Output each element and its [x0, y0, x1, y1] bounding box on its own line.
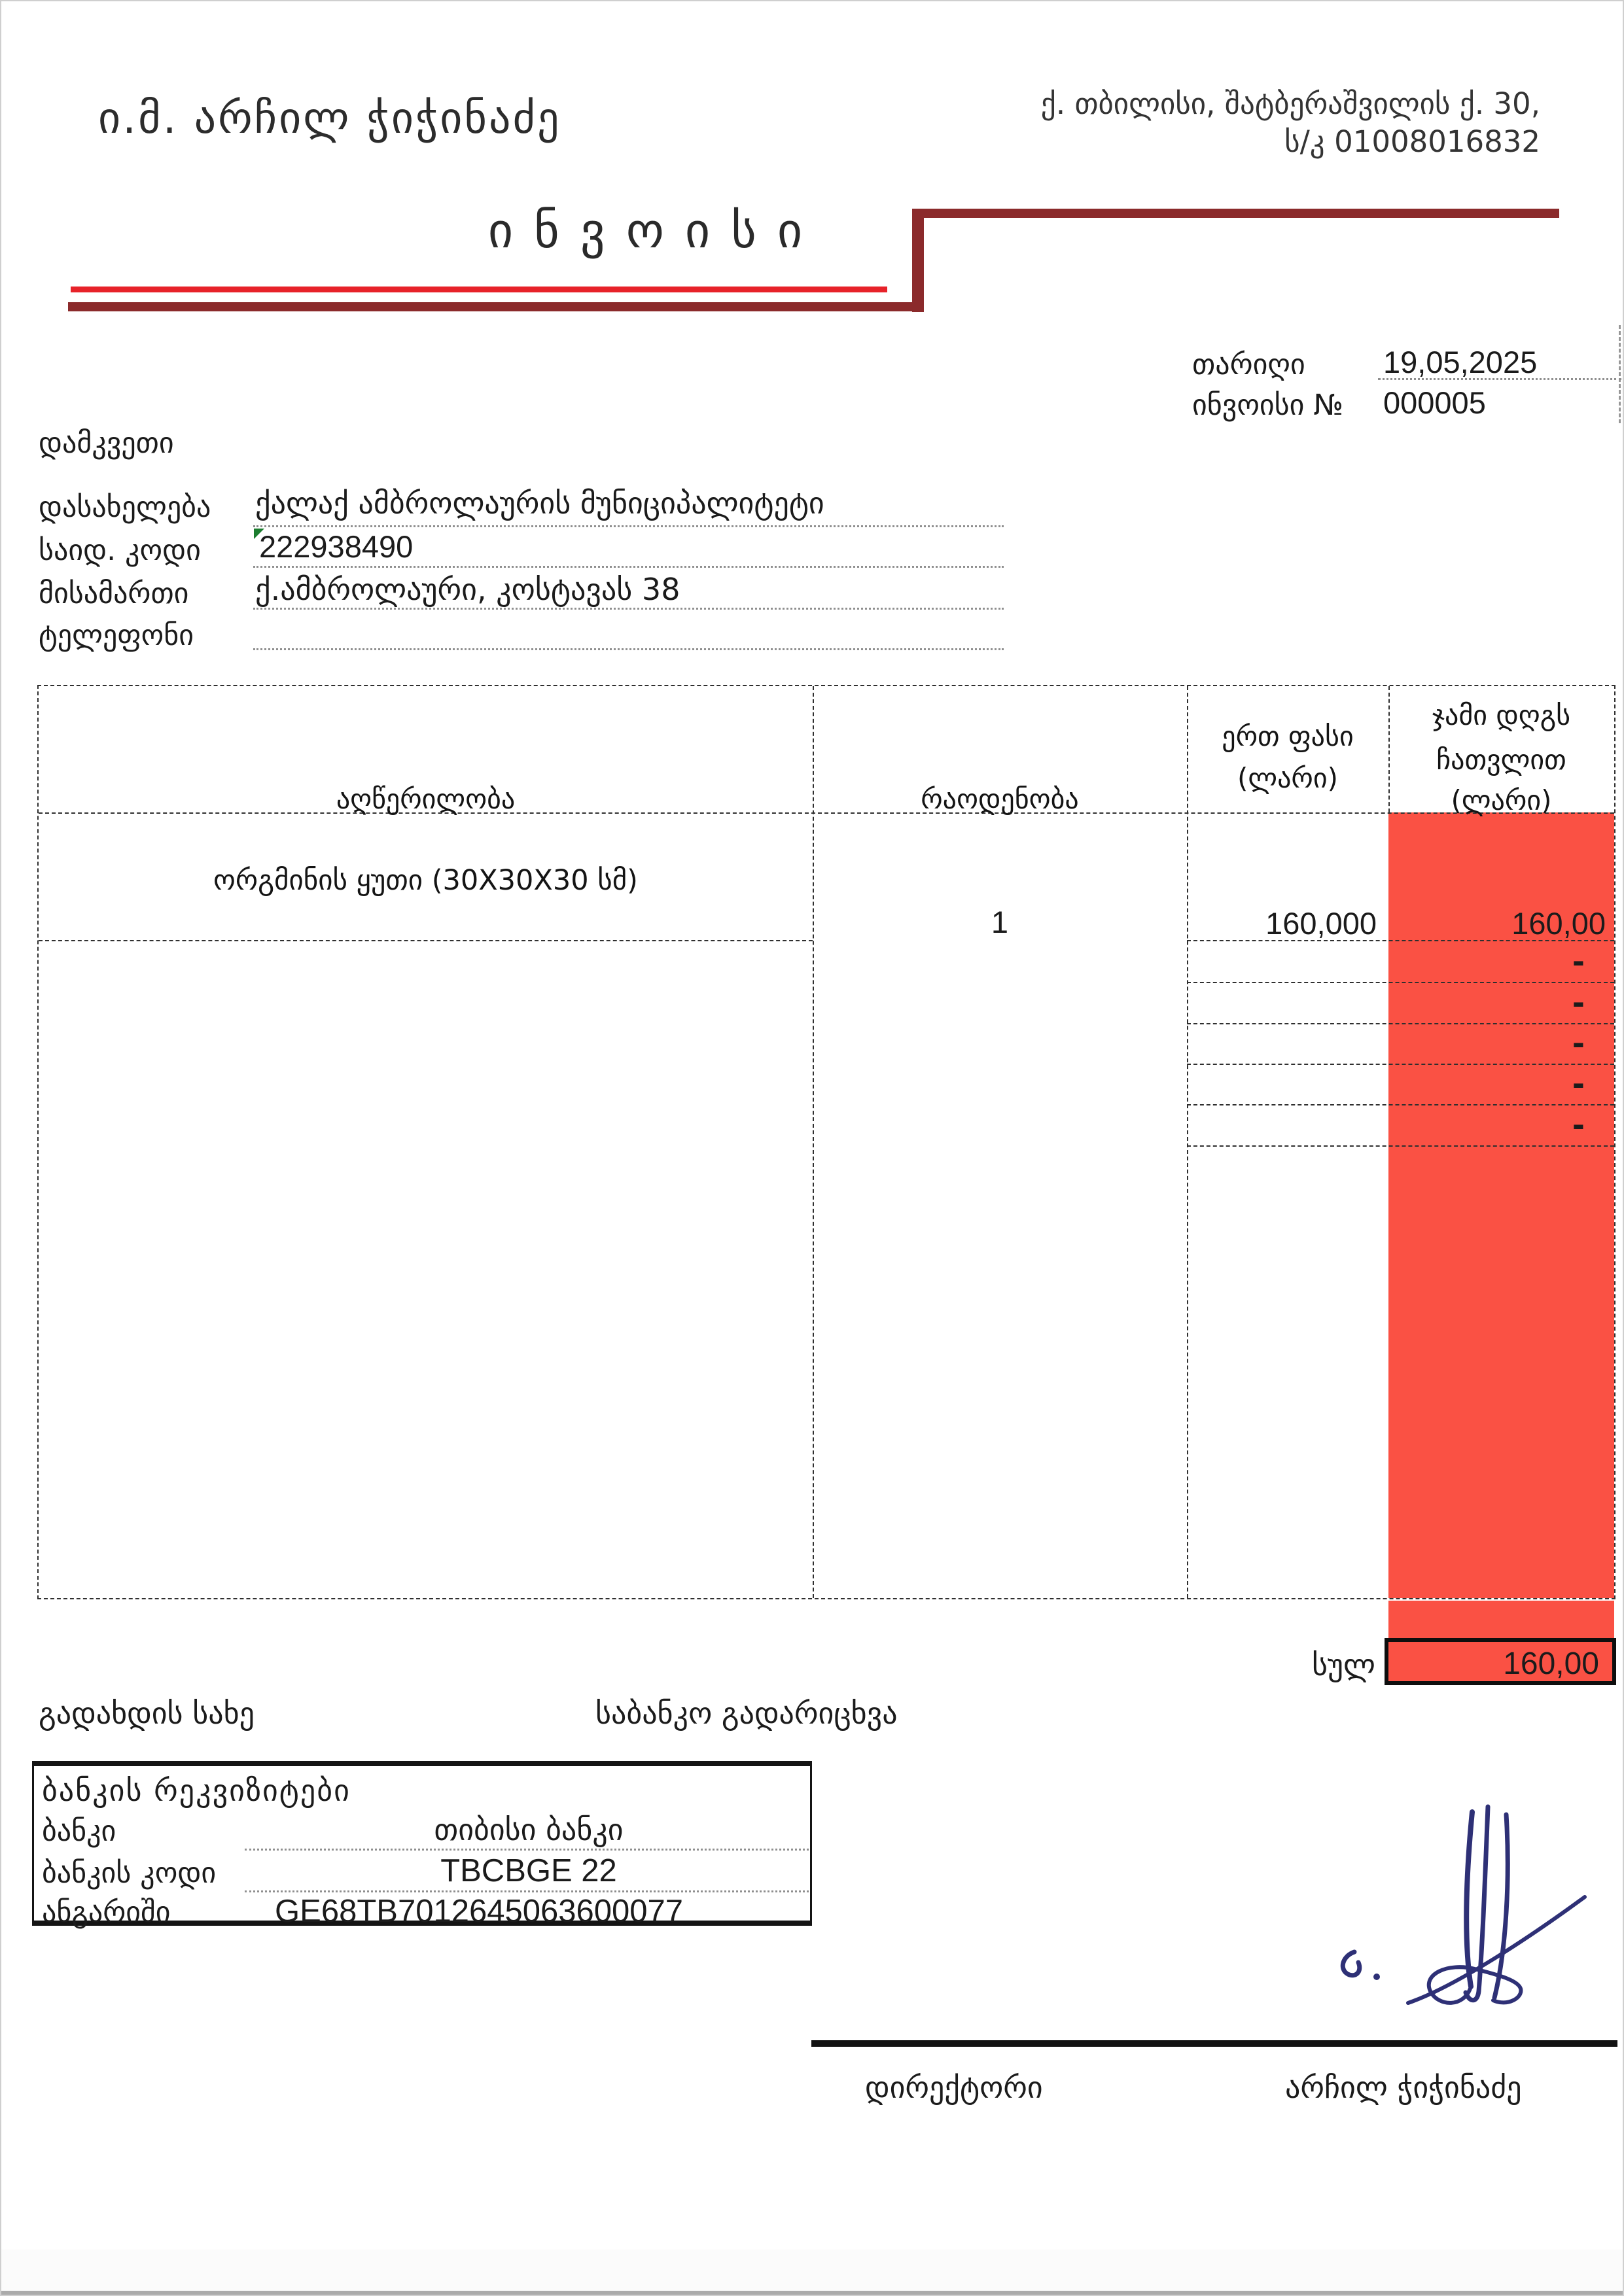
company-name: ი.მ. არჩილ ჭიჭინაძე [98, 93, 561, 143]
bank-code-value[interactable]: TBCBGE 22 [440, 1853, 617, 1888]
signature-line [811, 2040, 1617, 2047]
bank-account-label: ანგარიში [42, 1896, 171, 1929]
dash-row-border [1187, 1104, 1614, 1105]
customer-phone-underline [253, 648, 1004, 650]
col-header-unit-price-line2: (ლარი) [1237, 762, 1338, 794]
grand-total-value[interactable]: 160,00 [1503, 1646, 1599, 1681]
decor-maroon-top-bar [912, 209, 1559, 218]
bank-details-title: ბანკის რეკვიზიტები [42, 1773, 351, 1808]
table-divider-desc-qty [813, 686, 814, 1598]
customer-name-label: დასახელება [39, 491, 211, 524]
bank-details-box [32, 1761, 812, 1929]
bank-code-underline [245, 1890, 809, 1892]
col-header-total-line3: (ლარი) [1451, 784, 1552, 816]
date-value[interactable]: 19,05,2025 [1383, 345, 1538, 379]
dash-row-value: - [1572, 1107, 1585, 1143]
date-label: თარიღი [1192, 348, 1305, 381]
page-title: ინვოისი [487, 203, 824, 259]
row1-border-left [39, 940, 813, 941]
customer-address-value[interactable]: ქ.ამბროლაური, კოსტავას 38 [255, 572, 680, 607]
date-underline [1378, 378, 1621, 380]
bank-account-value[interactable]: GE68TB7012645063600077 [275, 1894, 683, 1929]
customer-id-label: საიდ. კოდი [39, 534, 201, 567]
customer-name-value[interactable]: ქალაქ ამბროლაურის მუნიციპალიტეტი [255, 485, 824, 521]
bank-name-value[interactable]: თიბისი ბანკი [434, 1812, 624, 1847]
row1-border-right [1187, 940, 1614, 941]
dash-row-value: - [1572, 985, 1585, 1020]
payment-type-label: გადახდის სახე [39, 1696, 255, 1731]
col-header-total-line2: ჩათვლით [1436, 744, 1566, 776]
grand-total-label: სულ [1311, 1647, 1375, 1682]
bank-name-label: ბანკი [42, 1815, 116, 1848]
row1-quantity[interactable]: 1 [991, 905, 1009, 939]
company-address [1041, 85, 1540, 161]
decor-maroon-vertical-bar [912, 209, 924, 312]
customer-address-label: მისამართი [39, 577, 189, 610]
customer-address-underline [253, 608, 1004, 610]
customer-phone-label: ტელეფონი [39, 619, 194, 652]
dash-row-border [1187, 1023, 1614, 1024]
row1-total[interactable]: 160,00 [1511, 906, 1606, 941]
grand-total-cell [1385, 1638, 1616, 1685]
dash-row-value: - [1572, 1026, 1585, 1061]
items-table [37, 685, 1615, 1599]
total-column-extension [1388, 1601, 1614, 1640]
address-line-2: ს/კ 01008016832 [1284, 124, 1540, 159]
dash-row-border [1187, 982, 1614, 983]
row1-description[interactable]: ორგმინის ყუთი (30X30X30 სმ) [213, 864, 638, 897]
bottom-band [1, 2250, 1624, 2293]
decor-maroon-bottom-bar [68, 302, 924, 311]
bank-code-label: ბანკის კოდი [42, 1856, 217, 1890]
decor-red-line [71, 287, 887, 292]
invoice-no-label: ინვოისი № [1192, 389, 1344, 422]
col-header-unit-price-line1: ერთ ფასი [1222, 720, 1354, 752]
page-break-dashes [1619, 325, 1621, 423]
director-name: არჩილ ჭიჭინაძე [1285, 2070, 1522, 2105]
dash-row-border [1187, 1064, 1614, 1065]
director-label: დირექტორი [865, 2070, 1043, 2105]
dash-row-border [1187, 1145, 1614, 1147]
signature [1310, 1787, 1617, 2016]
dash-row-value: - [1572, 944, 1585, 979]
page-bottom-edge [1, 2291, 1624, 2295]
customer-id-underline [253, 566, 1004, 568]
invoice-no-value[interactable]: 000005 [1383, 385, 1486, 420]
payment-type-value[interactable]: საბანკო გადარიცხვა [595, 1696, 898, 1731]
col-header-quantity: რაოდენობა [921, 783, 1079, 815]
bank-name-underline [245, 1849, 809, 1851]
dash-row-value: - [1572, 1066, 1585, 1102]
customer-id-value[interactable]: 222938490 [259, 529, 414, 564]
customer-name-underline [253, 525, 1004, 527]
table-divider-qty-price [1187, 686, 1188, 1598]
address-line-1: ქ. თბილისი, შატბერაშვილის ქ. 30, [1040, 86, 1540, 121]
col-header-description: აღწერილობა [336, 783, 516, 815]
customer-section-label: დამკვეთი [39, 426, 174, 460]
row1-unit-price[interactable]: 160,000 [1265, 906, 1377, 941]
col-header-total-line1: ჯამი დღგს [1432, 699, 1571, 731]
